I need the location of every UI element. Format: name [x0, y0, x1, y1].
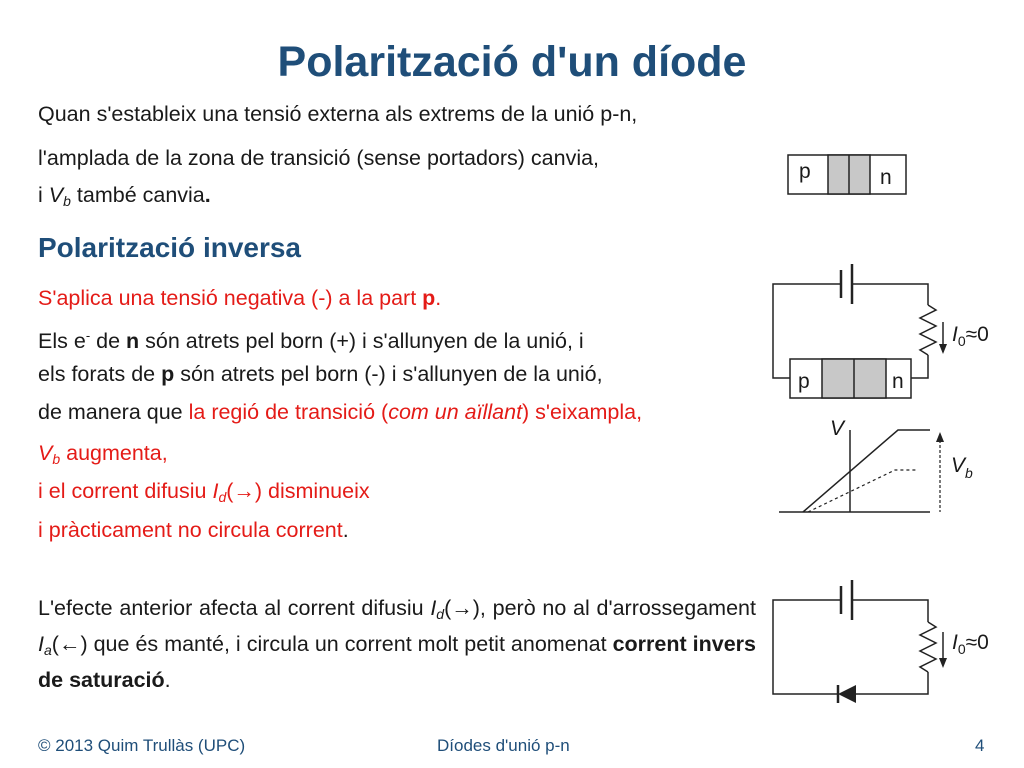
- para-a: L'efecte anterior afecta al corrent difusiu: [38, 596, 431, 620]
- bullet-1-text: S'aplica una tensió negativa (-) a la part: [38, 286, 423, 310]
- bullet-5-text: augmenta,: [60, 441, 168, 465]
- footer-page-number: 4: [975, 736, 985, 755]
- bullet-4-italic: com un aïllant: [388, 400, 523, 424]
- bullet-2-bold: n: [126, 329, 140, 353]
- para-bold: corrent invers de saturació: [38, 632, 756, 692]
- resistor-2: [920, 622, 936, 672]
- intro-line-2: l'amplada de la zona de transició (sense portadors) canvia,: [38, 146, 600, 170]
- section-heading: Polarització inversa: [38, 232, 302, 263]
- resistor-1: [920, 305, 936, 355]
- graph-original-curve: [808, 470, 918, 512]
- para-var-1: I: [430, 596, 437, 620]
- circuit-1-n-label: n: [892, 370, 904, 393]
- circuit-1-p-label: p: [798, 370, 810, 393]
- footer-copyright: © 2013 Quim Trullàs (UPC): [38, 736, 246, 755]
- bullet-5-var: V: [38, 441, 53, 465]
- bullet-6-b: (→) disminueix: [226, 479, 370, 503]
- bullet-3-bold: p: [161, 362, 175, 386]
- bullet-4-red-b: ) s'eixampla,: [522, 400, 643, 424]
- bullet-6-sub: d: [218, 489, 227, 505]
- pn-top-p-label: p: [799, 160, 811, 183]
- pn-top-n-label: n: [880, 166, 892, 189]
- diode-icon: [838, 685, 856, 703]
- potential-graph: [779, 417, 973, 512]
- bullet-2-b: de: [90, 329, 127, 353]
- graph-v-label: V: [830, 417, 845, 440]
- graph-vb-label: Vb: [951, 454, 973, 481]
- intro-line-3-pre: i: [38, 183, 43, 207]
- bullet-1-bold: p: [422, 286, 436, 310]
- circuit-2-current: I0≈0: [952, 631, 989, 657]
- bullet-6-a: i el corrent difusiu: [38, 479, 213, 503]
- bullet-3-b: són atrets pel born (-) i s'allunyen de la unió,: [174, 362, 603, 386]
- pn-junction-block: [788, 155, 906, 194]
- intro-vb-sub: b: [63, 193, 71, 209]
- graph-vb-curve: [803, 430, 930, 512]
- para-b: (→), però no al d'arrossegament: [444, 596, 756, 620]
- intro-line-3-dot: .: [204, 183, 211, 207]
- para-c: (←) que és manté, i circula un corrent molt petit anomenat: [51, 632, 613, 656]
- para-var-2: I: [38, 632, 44, 656]
- bullet-5-sub: b: [52, 451, 61, 467]
- bullet-7-text: i pràcticament no circula corrent: [38, 518, 343, 542]
- bullet-3-a: els forats de: [38, 362, 162, 386]
- para-sub-2: a: [43, 642, 52, 658]
- bullet-2-sup: -: [85, 328, 91, 343]
- bullet-2-c: són atrets pel born (+) i s'allunyen de la unió, i: [139, 329, 584, 353]
- intro-line-1: Quan s'estableix una tensió externa als extrems de la unió p-n,: [38, 102, 638, 126]
- bullet-1-end: .: [435, 286, 442, 310]
- reverse-bias-circuit: [773, 264, 989, 398]
- bullet-4-a: de manera que: [38, 400, 189, 424]
- circuit-1-current: I0≈0: [952, 323, 989, 349]
- intro-vb-var: V: [48, 183, 64, 207]
- para-sub-1: d: [436, 606, 445, 622]
- slide-title: Polarització d'un díode: [277, 38, 747, 86]
- bullet-4-red-a: la regió de transició (: [188, 400, 389, 424]
- diode-circuit: [773, 580, 989, 703]
- intro-line-3-post: també canvia: [76, 183, 205, 207]
- bullet-6-var: I: [212, 479, 219, 503]
- bullet-2-a: Els e: [38, 329, 86, 353]
- para-end: .: [164, 668, 171, 692]
- footer-title: Díodes d'unió p-n: [437, 736, 570, 755]
- bullet-7-dot: .: [342, 518, 349, 542]
